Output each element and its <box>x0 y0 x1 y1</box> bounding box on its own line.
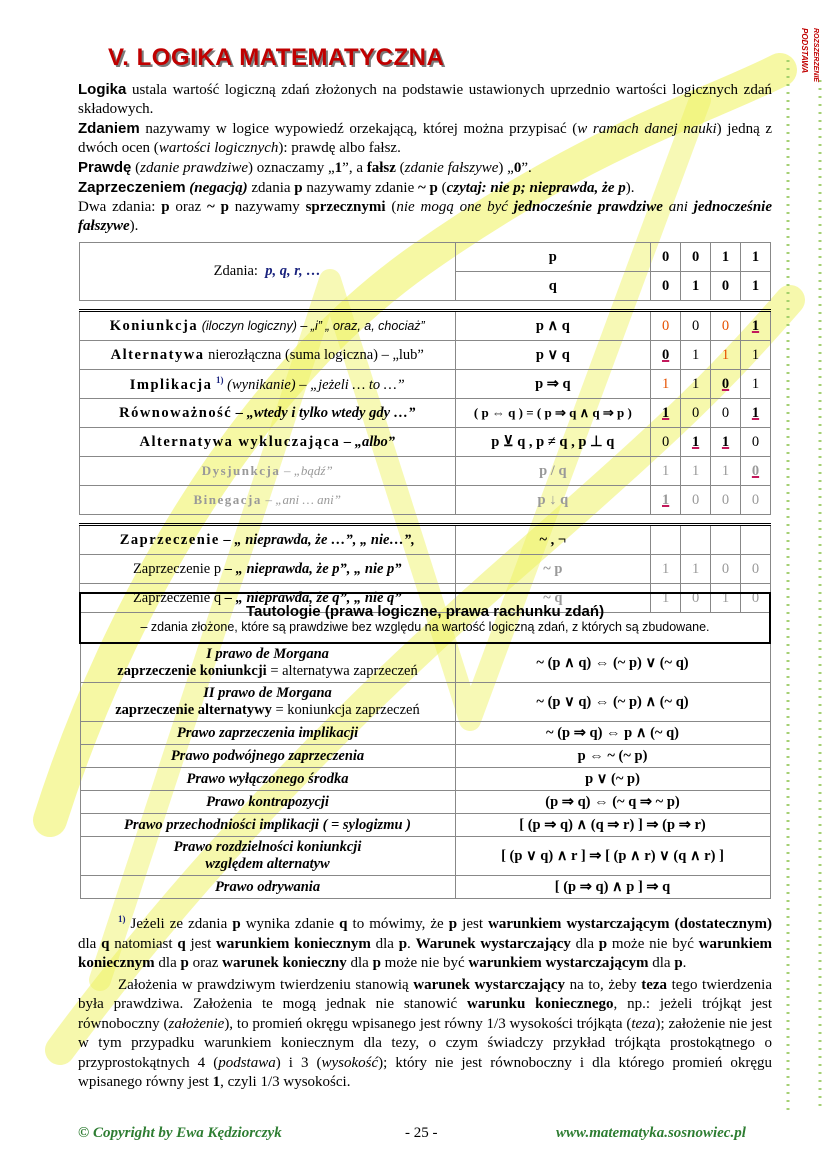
foot-text: dla <box>370 935 399 952</box>
law-row <box>80 683 770 722</box>
op-desc: – „bądź” <box>283 462 333 478</box>
foot-text: oraz <box>188 955 223 971</box>
intro-text: ) jedną z dwóch ocen ( <box>78 121 773 156</box>
op-label: Dysjunkcja <box>201 462 281 478</box>
op-val: 0 <box>711 370 741 399</box>
law-name: Prawo podwójnego zaprzeczenia <box>80 745 455 768</box>
op-val: 1 <box>651 457 681 486</box>
intro-text: wartości logicznych <box>158 140 279 156</box>
foot-text: p <box>448 916 458 932</box>
spacer <box>80 515 771 525</box>
op-name <box>80 486 456 515</box>
intro-text: Dwa zdania: <box>78 199 162 215</box>
op-symbol: p ∨ q <box>455 341 651 370</box>
table-row <box>80 311 771 341</box>
intro-text: jednocześnie prawdziwe <box>513 199 663 215</box>
header-label: Zdania: <box>213 263 258 279</box>
op-val <box>741 525 771 555</box>
op-label: Równoważność <box>119 404 233 421</box>
foot-text: , np.: jeżeli trójkąt jest równoboczny ( <box>78 996 772 1032</box>
op-val <box>651 525 681 555</box>
op-desc: – „albo” <box>343 433 395 450</box>
foot-text: Jeżeli ze zdania <box>125 916 233 932</box>
foot-text: q <box>101 935 110 952</box>
intro-text: 0 <box>513 160 522 176</box>
side-label-basic: PODSTAWA <box>800 28 809 74</box>
intro-text: ~ p <box>417 180 438 196</box>
term-logika: Logika <box>78 81 127 98</box>
op-symbol: p ↓ q <box>455 486 651 515</box>
op-val: 0 <box>681 584 711 613</box>
op-symbol: ( p ⇔ q ) = ( p ⇒ q ∧ q ⇒ p ) <box>455 399 651 428</box>
footnote-section <box>78 910 772 1093</box>
table-row <box>80 399 771 428</box>
foot-text: dla <box>648 955 675 971</box>
header-cell <box>80 243 456 301</box>
op-label: Zaprzeczenie p <box>132 560 222 577</box>
intro-text: zdanie fałszywe <box>404 160 499 176</box>
op-val: 1 <box>681 341 711 370</box>
op-val: 0 <box>651 428 681 457</box>
foot-text: dla <box>346 955 373 971</box>
op-desc: nierozłączna (suma logiczna) – „lub” <box>208 346 424 363</box>
op-val: 0 <box>681 486 711 515</box>
op-desc: – „ nieprawda, że …”, „ nie…”, <box>223 531 415 548</box>
op-val: 1 <box>711 584 741 613</box>
foot-text: teza <box>641 976 668 993</box>
op-val: 1 <box>741 341 771 370</box>
tautology-table <box>79 589 771 899</box>
foot-text: może nie być <box>607 935 699 952</box>
term-sprzeczne: sprzecznymi <box>305 199 386 215</box>
op-desc: (iloczyn logiczny) – „i” „ oraz, a, chociaż” <box>201 318 425 333</box>
op-val: 0 <box>651 311 681 341</box>
law-formula: ~ (p ∧ q) ⇔ (~ p) ∨ (~ q) <box>455 643 770 683</box>
foot-text: wysokość <box>321 1054 379 1071</box>
intro-text: ( <box>437 180 447 196</box>
table-row <box>80 341 771 370</box>
q-val: 0 <box>711 272 741 301</box>
law-title: względem alternatyw <box>205 856 330 872</box>
foot-text: p <box>180 955 189 971</box>
law-name: Prawo kontrapozycji <box>80 791 455 814</box>
op-val: 1 <box>681 555 711 584</box>
table-row <box>80 486 771 515</box>
law-note: = alternatywa zaprzeczeń <box>266 663 418 679</box>
intro-text: (negacją) <box>185 180 248 196</box>
copyright: © Copyright by Ewa Kędziorczyk <box>78 1125 282 1141</box>
foot-text: . <box>682 955 687 971</box>
footnote-mark: 1) <box>216 374 224 385</box>
law-row <box>80 643 770 683</box>
law-row <box>80 791 770 814</box>
law-title: I prawo de Morgana <box>206 646 329 662</box>
foot-text: p <box>674 955 683 971</box>
op-label: Alternatywa <box>110 346 205 363</box>
op-val: 1 <box>651 584 681 613</box>
op-val: 0 <box>681 399 711 428</box>
law-formula: (p ⇒ q) ⇔ (~ q ⇒ ~ p) <box>455 791 770 814</box>
op-val: 1 <box>681 457 711 486</box>
law-name: Prawo przechodniości implikacji ( = sylogizmu ) <box>80 814 455 837</box>
q-val: 1 <box>741 272 771 301</box>
law-row <box>80 814 770 837</box>
law-row <box>80 837 770 876</box>
intro-text: zdanie prawdziwe <box>140 160 249 176</box>
op-symbol: p ∧ q <box>455 311 651 341</box>
intro-text: nazywamy <box>228 199 306 215</box>
op-name <box>80 311 456 341</box>
foot-text: Założenia w prawdziwym twierdzeniu stanowią <box>118 976 414 993</box>
law-row <box>80 876 770 899</box>
title-part: Tautologie ( <box>245 602 330 620</box>
foot-text: na to, żeby <box>565 976 642 993</box>
op-val: 1 <box>741 311 771 341</box>
title-part: ) <box>599 602 605 620</box>
law-name <box>80 837 455 876</box>
op-label: Koniunkcja <box>109 317 199 334</box>
q-val: 0 <box>651 272 681 301</box>
intro-text: nazywamy zdanie <box>302 180 418 196</box>
op-val: 1 <box>681 428 711 457</box>
foot-text: . <box>407 935 416 952</box>
law-formula: [ (p ⇒ q) ∧ p ] ⇒ q <box>455 876 770 899</box>
tautology-title <box>81 603 769 620</box>
intro-text: ). <box>129 218 139 234</box>
intro-text: ) oznaczamy „ <box>248 160 335 176</box>
var-p: p <box>455 243 651 272</box>
foot-text: p <box>372 955 381 971</box>
var-q: q <box>455 272 651 301</box>
op-val: 0 <box>741 555 771 584</box>
op-name <box>80 399 456 428</box>
table-row <box>80 457 771 486</box>
op-desc: (wynikanie) – „jeżeli … to …” <box>227 376 405 393</box>
law-note-bold: zaprzeczenie koniunkcji <box>117 663 267 679</box>
op-val: 1 <box>651 555 681 584</box>
tautology-header <box>80 593 770 643</box>
op-label: Alternatywa wykluczająca <box>139 433 341 450</box>
foot-text: warunek wystarczający <box>413 976 566 993</box>
p-val: 0 <box>651 243 681 272</box>
tautology-subtitle: – zdania złożone, które są prawdziwe bez względu na wartość logiczną zdań, z których są zbudowane. <box>140 619 710 634</box>
op-symbol: ~ , ¬ <box>455 525 651 555</box>
law-name <box>80 683 455 722</box>
foot-text: ) i 3 ( <box>275 1054 322 1071</box>
law-name <box>80 643 455 683</box>
law-formula: ~ (p ∨ q) ⇔ (~ p) ∧ (~ q) <box>455 683 770 722</box>
foot-text: , czyli 1/3 wysokości. <box>220 1074 351 1090</box>
intro-text: 1 <box>334 160 343 176</box>
foot-text: p <box>232 916 241 932</box>
law-row <box>80 745 770 768</box>
intro-text: ustala wartość logiczną zdań złożonych na podstawie ustawionych uprzednio wartości logicznych zdań składowych. <box>78 82 772 117</box>
foot-text: p <box>398 935 408 952</box>
foot-text: tego twierdzenia była prawdziwa. Założenia te mogą jednak nie stanowić <box>78 976 772 1012</box>
law-name: Prawo odrywania <box>80 876 455 899</box>
intro-text: ~ p <box>207 199 229 215</box>
foot-text: może nie być <box>380 955 469 971</box>
intro-text: ”, a <box>342 160 367 176</box>
op-val: 1 <box>651 486 681 515</box>
foot-text: teza <box>631 1015 656 1032</box>
intro-section <box>78 80 772 236</box>
op-val: 0 <box>741 486 771 515</box>
law-formula: [ (p ∨ q) ∧ r ] ⇒ [ (p ∧ r) ∨ (q ∧ r) ] <box>455 837 770 876</box>
foot-text: warunek konieczny <box>222 955 347 971</box>
op-val: 1 <box>741 399 771 428</box>
law-formula: [ (p ⇒ q) ∧ (q ⇒ r) ] ⇒ (p ⇒ r) <box>455 814 770 837</box>
foot-text: Warunek wystarczający <box>415 935 571 952</box>
law-title: II prawo de Morgana <box>203 685 332 701</box>
foot-text: podstawa <box>218 1054 276 1071</box>
op-name <box>80 555 456 584</box>
foot-text: warunkiem koniecznym <box>216 935 371 952</box>
law-name: Prawo zaprzeczenia implikacji <box>80 722 455 745</box>
op-val: 1 <box>651 370 681 399</box>
op-val: 1 <box>741 370 771 399</box>
intro-text: ani <box>662 199 694 215</box>
foot-text: warunkiem wystarczającym <box>468 955 649 971</box>
foot-text: 1 <box>212 1074 221 1090</box>
foot-text: warunkiem wystarczającym (dostatecznym) <box>488 916 772 932</box>
law-name: Prawo wyłączonego środka <box>80 768 455 791</box>
op-desc: – „wtedy i tylko wtedy gdy …” <box>235 404 416 421</box>
intro-text: zdania <box>247 180 295 196</box>
op-name <box>80 370 456 399</box>
law-row <box>80 768 770 791</box>
intro-text: ( <box>395 160 405 176</box>
intro-text: w ramach danej nauki <box>577 121 717 137</box>
page-title: V. LOGIKA MATEMATYCZNA <box>108 44 445 71</box>
op-val <box>711 525 741 555</box>
page-number: - 25 - <box>405 1125 438 1141</box>
foot-text: warunku koniecznego <box>466 996 614 1012</box>
op-name <box>80 525 456 555</box>
intro-text: p <box>294 180 303 196</box>
table-row <box>80 555 771 584</box>
foot-text: dla <box>154 955 181 971</box>
foot-text: warunkiem koniecznym <box>78 935 773 971</box>
op-label: Implikacja <box>129 376 213 393</box>
law-title: Prawo rozdzielności koniunkcji <box>173 839 362 855</box>
op-val: 0 <box>651 341 681 370</box>
intro-text: ) „ <box>498 160 514 176</box>
law-note: = koniunkcja zaprzeczeń <box>271 702 420 718</box>
op-name <box>80 341 456 370</box>
foot-text: q <box>339 916 348 932</box>
op-val: 0 <box>741 457 771 486</box>
law-formula: ~ (p ⇒ q) ⇔ p ∧ (~ q) <box>455 722 770 745</box>
term-zaprzeczenie: Zaprzeczeniem <box>78 179 186 196</box>
p-val: 1 <box>741 243 771 272</box>
foot-text: q <box>177 935 186 952</box>
op-desc: – „ nieprawda, że p”, „ nie p” <box>224 560 402 577</box>
intro-text: ). <box>625 180 635 196</box>
footnote-mark: 1) <box>118 914 126 924</box>
op-symbol: p / q <box>455 457 651 486</box>
site-url[interactable]: www.matematyka.sosnowiec.pl <box>556 1125 746 1141</box>
table-row <box>80 370 771 399</box>
op-symbol: p ⇒ q <box>455 370 651 399</box>
op-symbol: p ⊻ q , p ≠ q , p ⊥ q <box>455 428 651 457</box>
law-note-bold: zaprzeczenie alternatywy <box>115 702 272 718</box>
op-val: 0 <box>711 399 741 428</box>
title-part: prawa logiczne, prawa rachunku zdań <box>329 602 600 620</box>
law-formula: p ∨ (~ p) <box>455 768 770 791</box>
foot-text: p <box>598 935 608 952</box>
op-val: 1 <box>651 399 681 428</box>
op-label: Zaprzeczenie <box>119 531 220 548</box>
intro-text: oraz <box>169 199 208 215</box>
truth-table <box>79 242 771 613</box>
op-desc: – „ani … ani” <box>265 491 341 507</box>
intro-text: jednocześnie fałszywe <box>78 199 772 234</box>
op-val: 1 <box>711 457 741 486</box>
intro-text: nie mogą one być <box>396 199 514 215</box>
header-vars: p, q, r, … <box>265 263 321 279</box>
foot-text: to mówimy, że <box>347 916 449 932</box>
op-val: 1 <box>711 341 741 370</box>
foot-text: dla <box>570 935 599 952</box>
foot-text: założenie <box>168 1015 225 1032</box>
foot-text: ), to promień okręgu wpisanego jest równy 1/3 wysokości trójkąta ( <box>224 1015 632 1032</box>
intro-text: nazywamy w logice wypowiedź orzekającą, której można przypisać ( <box>139 121 578 137</box>
op-name <box>80 457 456 486</box>
intro-text: ( <box>385 199 397 215</box>
p-val: 1 <box>711 243 741 272</box>
op-val: 0 <box>711 486 741 515</box>
op-val: 0 <box>741 584 771 613</box>
foot-text: dla <box>78 935 102 952</box>
law-row <box>80 722 770 745</box>
law-formula: p ⇔ ~ (~ p) <box>455 745 770 768</box>
term-zdanie: Zdaniem <box>78 120 140 137</box>
op-val <box>681 525 711 555</box>
q-val: 1 <box>681 272 711 301</box>
intro-text: ”. <box>521 160 532 176</box>
intro-text: p <box>161 199 170 215</box>
op-val: 1 <box>711 428 741 457</box>
op-desc: – „ nieprawda, że q”, „ nie q” <box>224 589 402 606</box>
term-prawda: Prawdę <box>78 159 132 176</box>
term-falsz: fałsz <box>366 160 396 176</box>
op-val: 1 <box>681 370 711 399</box>
p-val: 0 <box>681 243 711 272</box>
spacer <box>80 301 771 311</box>
table-row <box>80 428 771 457</box>
intro-text: ( <box>131 160 141 176</box>
foot-text: natomiast <box>109 935 178 952</box>
op-symbol: ~ q <box>455 584 651 613</box>
foot-text: wynika zdanie <box>240 916 340 932</box>
foot-text: jest <box>185 935 217 952</box>
foot-text: ); założenie nie jest w tym przypadku warunkiem koniecznym dla tezy, o czym świadczy przykład trójkąta prostokątnego o przyprostokątnych 4 ( <box>78 1015 773 1071</box>
op-name <box>80 428 456 457</box>
side-label-extended: ROZSZERZENIE <box>812 28 819 83</box>
op-val: 0 <box>711 555 741 584</box>
intro-text: czytaj: nie p; nieprawda, że p <box>446 180 626 196</box>
table-row <box>80 525 771 555</box>
op-val: 0 <box>681 311 711 341</box>
foot-text: jest <box>457 916 489 932</box>
op-symbol: ~ p <box>455 555 651 584</box>
op-val: 0 <box>741 428 771 457</box>
op-label: Binegacja <box>193 491 262 507</box>
intro-text: ): prawdę albo fałsz. <box>278 140 401 156</box>
op-val: 0 <box>711 311 741 341</box>
foot-text: ); który nie jest równoboczny i dla którego promień okręgu wpisanego równy jest <box>78 1054 772 1090</box>
op-label: Zaprzeczenie q <box>132 589 222 606</box>
